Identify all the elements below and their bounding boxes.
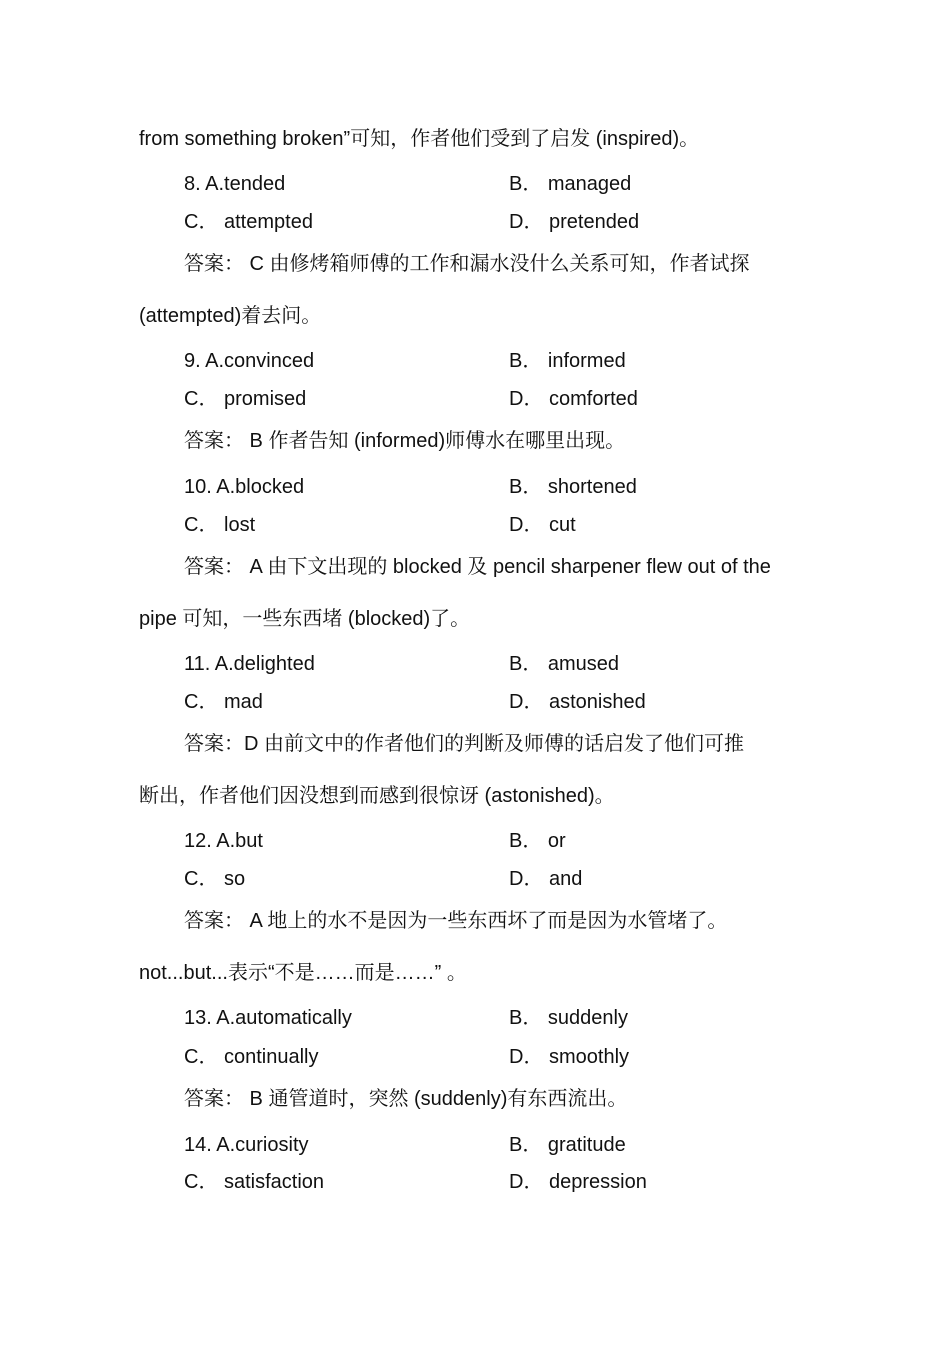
q12-option-b: B． or (509, 830, 566, 852)
q11-option-d: D． astonished (509, 691, 646, 713)
q10-option-d: D． cut (509, 514, 576, 536)
q14-option-a: 14. A.curiosity (184, 1134, 309, 1156)
q11-option-b: B． amused (509, 653, 620, 675)
q8-option-b: B． managed (509, 173, 632, 195)
q14-option-c: C． satisfaction (184, 1171, 325, 1193)
q12-option-a: 12. A.but (184, 830, 263, 852)
q13-option-c: C． continually (184, 1046, 319, 1068)
q9-option-c: C． promised (184, 388, 307, 410)
q13-option-b: B． suddenly (509, 1007, 628, 1029)
q8-answer-line-2: (attempted)着去问。 (139, 305, 322, 327)
q11-option-c: C． mad (184, 691, 263, 713)
q11-answer-line-2: 断出，作者他们因没想到而感到很惊讶 (astonished)。 (139, 785, 615, 807)
q8-answer-line-1: 答案： C 由修烤箱师傅的工作和漏水没什么关系可知，作者试探 (184, 253, 750, 275)
q9-option-d: D． comforted (509, 388, 638, 410)
q12-option-d: D． and (509, 868, 583, 890)
q10-option-c: C． lost (184, 514, 256, 536)
q14-option-d: D． depression (509, 1171, 647, 1193)
q13-option-a: 13. A.automatically (184, 1007, 352, 1029)
q13-option-d: D． smoothly (509, 1046, 630, 1068)
intro-line: from something broken”可知，作者他们受到了启发 (inspired)。 (139, 128, 700, 150)
q8-option-d: D． pretended (509, 211, 640, 233)
q10-option-a: 10. A.blocked (184, 476, 305, 498)
q9-option-a: 9. A.convinced (184, 350, 315, 372)
q10-option-b: B． shortened (509, 476, 637, 498)
q14-option-b: B． gratitude (509, 1134, 626, 1156)
q12-answer-line-2: not...but...表示“不是……而是……” 。 (139, 962, 467, 984)
q12-option-c: C． so (184, 868, 246, 890)
q10-answer-line-2: pipe 可知，一些东西堵 (blocked)了。 (139, 608, 471, 630)
q9-answer-line-1: 答案： B 作者告知 (informed)师傅水在哪里出现。 (184, 430, 626, 452)
q11-answer-line-1: 答案：D 由前文中的作者他们的判断及师傅的话启发了他们可推 (184, 733, 744, 755)
q10-answer-line-1: 答案： A 由下文出现的 blocked 及 pencil sharpener flew out of the (184, 556, 771, 578)
q8-option-a: 8. A.tended (184, 173, 286, 195)
q8-option-c: C． attempted (184, 211, 313, 233)
q13-answer-line-1: 答案： B 通管道时，突然 (suddenly)有东西流出。 (184, 1088, 628, 1110)
q9-option-b: B． informed (509, 350, 626, 372)
q11-option-a: 11. A.delighted (184, 653, 315, 675)
q12-answer-line-1: 答案： A 地上的水不是因为一些东西坏了而是因为水管堵了。 (184, 910, 728, 932)
